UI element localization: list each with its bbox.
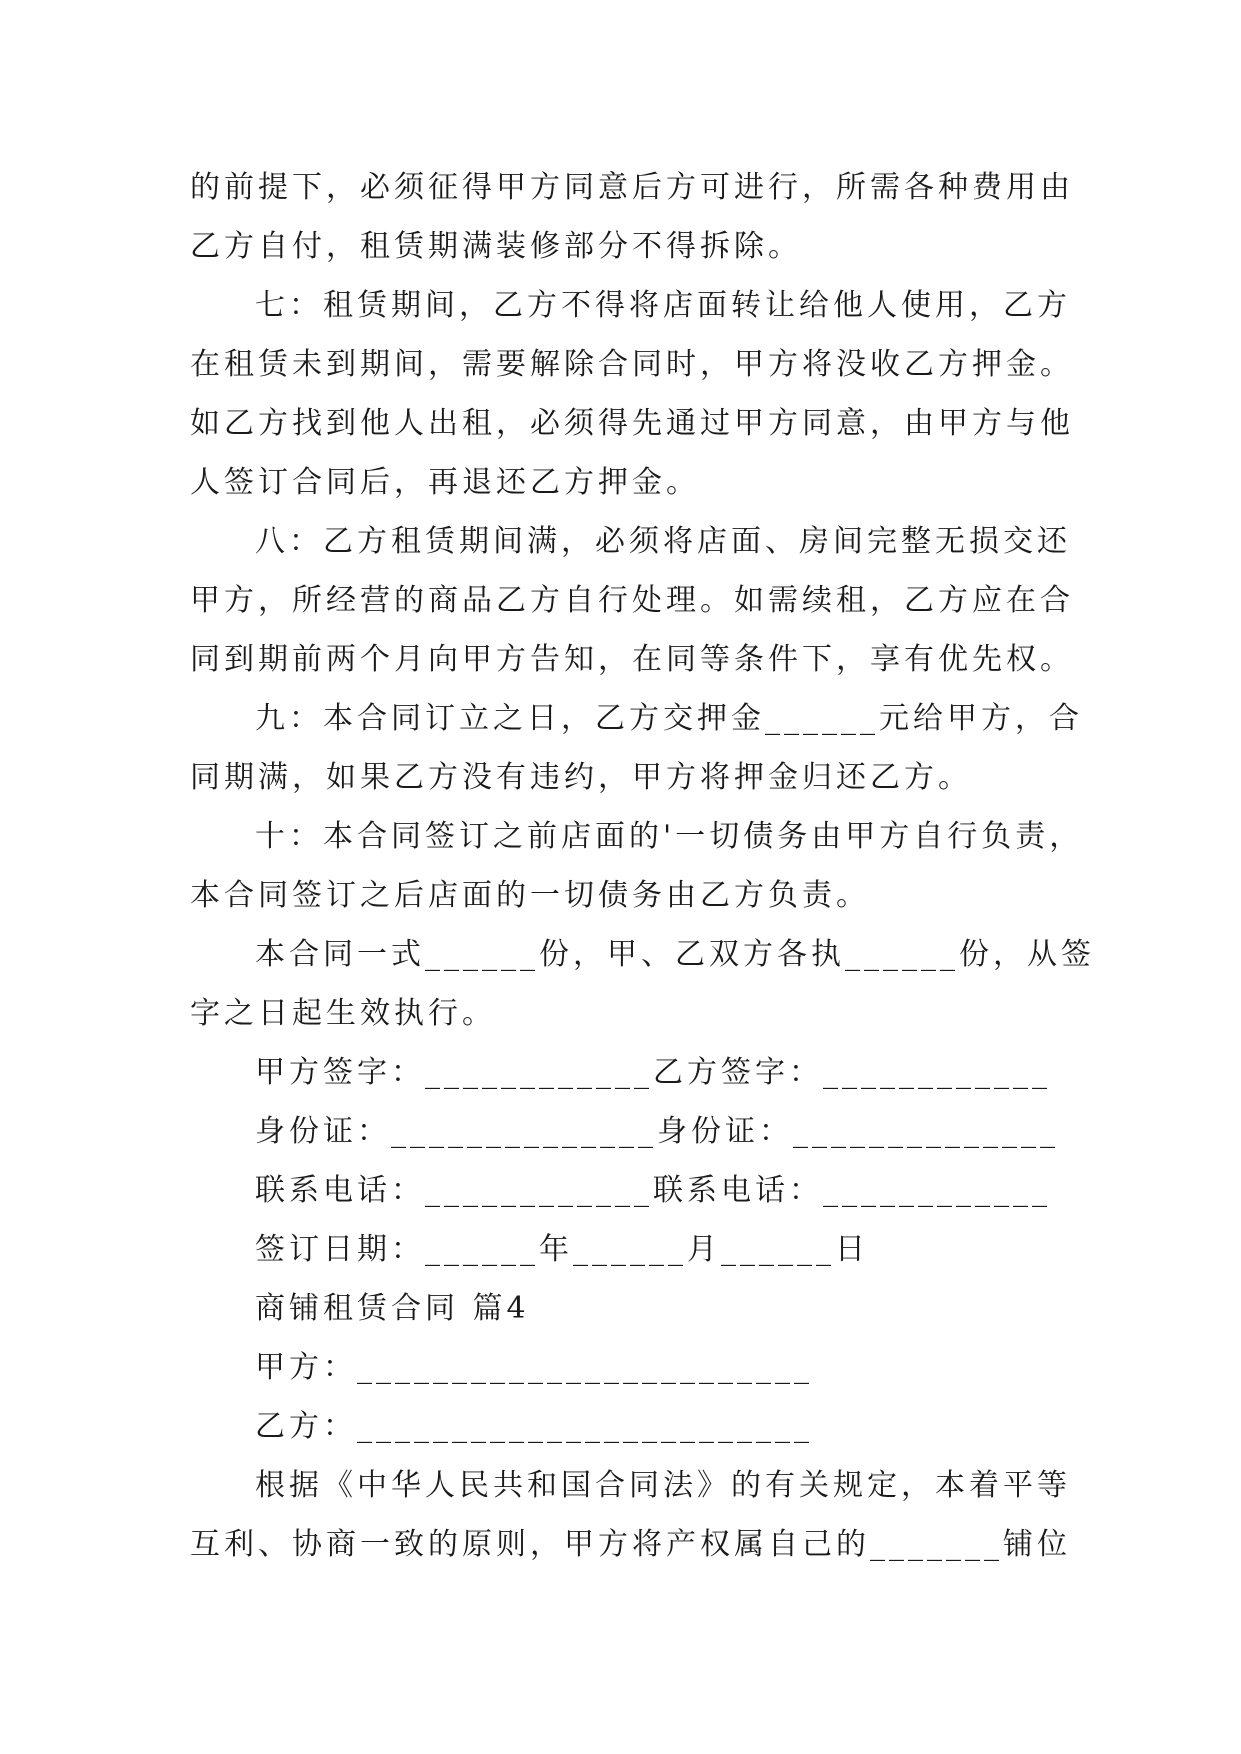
text-line: 的前提下，必须征得甲方同意后方可进行，所需各种费用由 xyxy=(190,170,1074,205)
text-line: 在租赁未到期间，需要解除合同时，甲方将没收乙方押金。 xyxy=(190,347,1074,382)
text-line: 甲方：________________________ xyxy=(255,1350,813,1385)
text-line: 联系电话：____________联系电话：____________ xyxy=(255,1173,1051,1208)
text-line: 互利、协商一致的原则，甲方将产权属自己的_______铺位 xyxy=(190,1527,1071,1562)
text-line: 签订日期：______年______月______日 xyxy=(255,1232,869,1267)
text-line: 同期满，如果乙方没有违约，甲方将押金归还乙方。 xyxy=(190,760,972,795)
text-line: 十：本合同签订之前店面的'一切债务由甲方自行负责， xyxy=(255,819,1084,854)
text-line: 本合同一式______份，甲、乙双方各执______份，从签 xyxy=(255,937,1095,972)
text-line: 根据《中华人民共和国合同法》的有关规定，本着平等 xyxy=(255,1468,1071,1503)
text-line: 如乙方找到他人出租，必须得先通过甲方同意，由甲方与他 xyxy=(190,406,1074,441)
text-line: 八：乙方租赁期间满，必须将店面、房间完整无损交还 xyxy=(255,524,1071,559)
document-body xyxy=(190,158,1095,1574)
text-line: 商铺租赁合同 篇4 xyxy=(255,1291,530,1326)
text-line: 字之日起生效执行。 xyxy=(190,996,496,1031)
text-line: 乙方自付，租赁期满装修部分不得拆除。 xyxy=(190,229,802,264)
text-line: 同到期前两个月向甲方告知，在同等条件下，享有优先权。 xyxy=(190,642,1074,677)
text-line: 甲方签字：____________乙方签字：____________ xyxy=(255,1055,1051,1090)
text-line: 九：本合同订立之日，乙方交押金______元给甲方，合 xyxy=(255,701,1083,736)
text-line: 人签订合同后，再退还乙方押金。 xyxy=(190,465,700,500)
text-line: 甲方，所经营的商品乙方自行处理。如需续租，乙方应在合 xyxy=(190,583,1074,618)
text-line: 本合同签订之后店面的一切债务由乙方负责。 xyxy=(190,878,870,913)
text-line: 乙方：________________________ xyxy=(255,1409,813,1444)
text-line: 身份证：______________身份证：______________ xyxy=(255,1114,1059,1149)
text-line: 七：租赁期间，乙方不得将店面转让给他人使用，乙方 xyxy=(255,288,1071,323)
